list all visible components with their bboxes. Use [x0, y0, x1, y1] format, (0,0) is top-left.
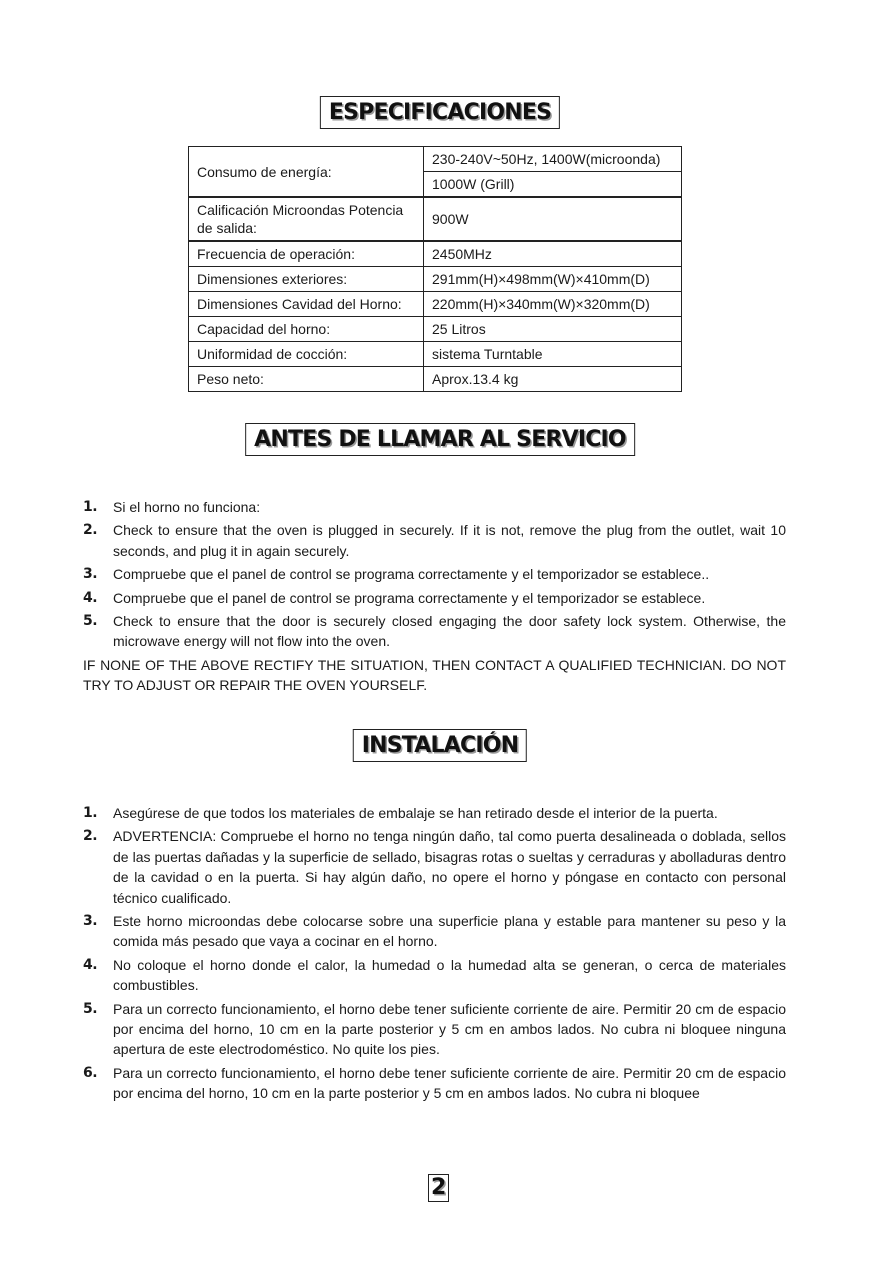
item-text: Para un correcto funcionamiento, el horno debe tener suficiente corriente de aire. Permitir 20 cm de espacio por encima del horno, 10 cm en la parte posterior y 5 cm en ambos lados. No cubra ni bloquee ninguna apertura de este electrodoméstico. No quite los pies. [113, 1000, 786, 1058]
item-text: Check to ensure that the oven is plugged in securely. If it is not, remove the plug from the outlet, wait 10 seconds, and plug it in again securely. [113, 522, 786, 559]
spec-value: sistema Turntable [424, 342, 682, 367]
spec-label: Frecuencia de operación: [189, 241, 424, 267]
list-item [83, 803, 786, 823]
item-text: Compruebe que el panel de control se programa correctamente y el temporizador se establece. [113, 589, 706, 606]
item-number: 5. [83, 613, 98, 630]
spec-label: Dimensiones exteriores: [189, 267, 424, 292]
list-item [83, 520, 786, 561]
item-text: No coloque el horno donde el calor, la humedad o la humedad alta se generan, o cerca de materiales combustibles. [113, 956, 786, 994]
install-list [83, 803, 786, 1107]
spec-label: Dimensiones Cavidad del Horno: [189, 292, 424, 317]
table-row [189, 292, 682, 317]
install-heading: INSTALACIÓN [353, 729, 527, 762]
item-text: Si el horno no funciona: [113, 499, 261, 515]
item-text: Check to ensure that the door is securely closed engaging the door safety lock system. Otherwise, the microwave energy will not flow into the oven. [113, 613, 786, 650]
spec-value: 230-240V~50Hz, 1400W(microonda) [424, 147, 682, 172]
spec-value: 2450MHz [424, 241, 682, 267]
table-row [189, 267, 682, 292]
table-row [189, 342, 682, 367]
spec-label: Consumo de energía: [189, 147, 424, 198]
table-row [189, 197, 682, 241]
table-row [189, 147, 682, 172]
spec-value: 291mm(H)×498mm(W)×410mm(D) [424, 267, 682, 292]
list-item [83, 911, 786, 952]
spec-label: Peso neto: [189, 367, 424, 392]
item-number: 1. [83, 499, 98, 515]
list-item [83, 497, 786, 517]
item-number: 5. [83, 1000, 98, 1017]
table-row [189, 367, 682, 392]
table-row [189, 317, 682, 342]
list-item [83, 564, 786, 584]
item-text: Compruebe que el panel de control se programa correctamente y el temporizador se establece.. [113, 566, 710, 583]
service-list [83, 497, 786, 655]
item-text: Asegúrese de que todos los materiales de embalaje se han retirado desde el interior de la puerta. [113, 805, 718, 821]
item-number: 1. [83, 805, 98, 821]
item-number: 3. [83, 913, 98, 930]
spec-value: 220mm(H)×340mm(W)×320mm(D) [424, 292, 682, 317]
list-item [83, 999, 786, 1060]
list-item [83, 826, 786, 908]
list-item [83, 1063, 786, 1104]
spec-value: 900W [424, 197, 682, 241]
page-number: 2 [428, 1174, 449, 1202]
spec-value: 1000W (Grill) [424, 172, 682, 198]
service-heading: ANTES DE LLAMAR AL SERVICIO [245, 423, 635, 456]
table-row [189, 241, 682, 267]
item-text: Este horno microondas debe colocarse sobre una superficie plana y estable para mantener su peso y la comida más pesado que vaya a cocinar en el horno. [113, 913, 786, 950]
specs-table [188, 146, 682, 392]
spec-value: Aprox.13.4 kg [424, 367, 682, 392]
specs-heading: ESPECIFICACIONES [320, 96, 560, 129]
item-number: 2. [83, 522, 98, 539]
item-number: 3. [83, 566, 98, 583]
item-number: 4. [83, 589, 98, 606]
spec-label: Capacidad del horno: [189, 317, 424, 342]
item-text: Para un correcto funcionamiento, el horno debe tener suficiente corriente de aire. Permitir 20 cm de espacio por encima del horno, 10 cm en la parte posterior y 5 cm en ambos lados. No cubra ni bloquee [113, 1064, 786, 1102]
list-item [83, 611, 786, 652]
list-item [83, 955, 786, 996]
list-item [83, 588, 786, 608]
service-warning-note: IF NONE OF THE ABOVE RECTIFY THE SITUATION, THEN CONTACT A QUALIFIED TECHNICIAN. DO NOT TRY TO ADJUST OR REPAIR THE OVEN YOURSELF. [83, 657, 786, 694]
item-text: ADVERTENCIA: Compruebe el horno no tenga ningún daño, tal como puerta desalineada o doblada, sellos de las puertas dañadas y la superficie de sellado, bisagras rotas o sueltas y cerraduras y abolladuras dentro de la cavidad o en la puerta. Si hay algún daño, no opere el horno y póngase en contacto con personal técnico cualificado. [113, 828, 786, 906]
spec-label: Calificación Microondas Potencia de salida: [189, 197, 424, 241]
spec-label: Uniformidad de cocción: [189, 342, 424, 367]
item-number: 4. [83, 956, 98, 973]
item-number: 2. [83, 828, 98, 845]
item-number: 6. [83, 1064, 98, 1081]
spec-value: 25 Litros [424, 317, 682, 342]
